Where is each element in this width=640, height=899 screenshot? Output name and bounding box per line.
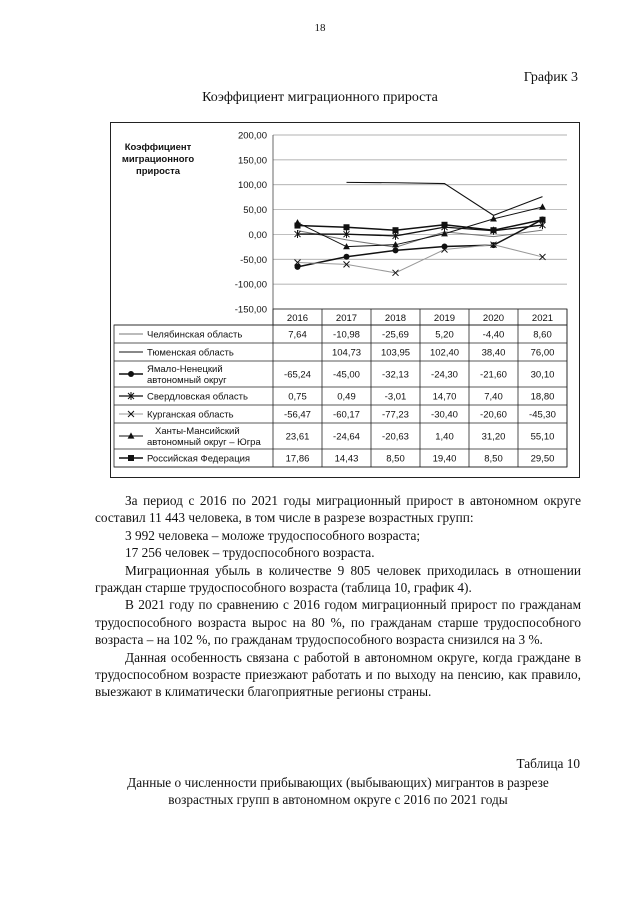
- series-3-value-label: 14,70: [432, 391, 457, 403]
- line-chart: [111, 123, 579, 477]
- series-4-value-label: -77,23: [382, 409, 409, 421]
- series-2-value-label: -24,30: [431, 369, 458, 381]
- series-1-value-label: 104,73: [331, 347, 362, 359]
- series-5-value-label: -20,63: [382, 431, 409, 443]
- series-4-value-label: -56,47: [284, 409, 311, 421]
- y-tick-label: -150,00: [234, 304, 267, 316]
- series-5-value-label: -24,64: [333, 431, 360, 443]
- series-5-value-label: 23,61: [285, 431, 310, 443]
- series-4-value-label: -60,17: [333, 409, 360, 421]
- series-0-value-label: -10,98: [333, 329, 360, 341]
- series-6-value-label: 29,50: [530, 453, 555, 465]
- paragraph-5: В 2021 году по сравнению с 2016 годом миграционный прирост по гражданам трудоспособного возраста вырос на 80 %, по гражданам старше трудоспособного возраста – на 102 %, по гражданам трудоспособного возраста снизился на 3 %.: [95, 597, 581, 648]
- y-tick-label: 50,00: [243, 205, 267, 217]
- series-6-value-label: 17,86: [285, 453, 310, 465]
- series-6-value-label: 8,50: [386, 453, 405, 465]
- series-6-value-label: 14,43: [334, 453, 359, 465]
- paragraph-4: Миграционная убыль в количестве 9 805 человек приходилась в отношении граждан старше трудоспособного возраста (таблица 10, график 4).: [95, 562, 581, 596]
- series-2-point: [393, 247, 399, 253]
- paragraph-3: 17 256 человек – трудоспособного возраста.: [125, 545, 375, 561]
- series-4-value-label: -30,40: [431, 409, 458, 421]
- paragraph-6: Данная особенность связана с работой в автономном округе, когда граждане в трудоспособном возрасте приезжают работать и по выходу на пенсию, как правило, выезжают в климатически благоприятные регионы страны.: [95, 649, 581, 700]
- y-tick-label: 150,00: [237, 155, 267, 167]
- series-4-legend-label: Курганская область: [147, 409, 234, 421]
- paragraph-1: За период с 2016 по 2021 годы миграционный прирост в автономном округе составил 11 443 человека, в том числе в разрезе возрастных групп:: [95, 493, 581, 526]
- series-6-legend-marker: [128, 455, 134, 461]
- series-1-value-label: 102,40: [429, 347, 460, 359]
- x-tick-label: 2017: [335, 313, 358, 324]
- y-tick-label: 100,00: [237, 180, 267, 192]
- chart-title: Коэффициент миграционного прироста: [202, 90, 438, 105]
- series-5-point: [539, 203, 546, 209]
- series-1-legend-label: Тюменская область: [147, 347, 234, 359]
- series-5-value-label: 55,10: [530, 431, 555, 443]
- series-6-legend-label: Российская Федерация: [147, 453, 251, 465]
- series-1-value-label: 76,00: [530, 347, 555, 359]
- series-1-value-label: 38,40: [481, 347, 506, 359]
- series-1-line: [347, 182, 543, 215]
- series-2-legend-marker: [128, 371, 134, 377]
- series-0-value-label: 8,60: [533, 329, 552, 341]
- series-3-legend-label: Свердловская область: [147, 391, 248, 403]
- series-6-point: [344, 224, 350, 230]
- y-axis-title: прироста: [135, 166, 181, 177]
- series-2-legend-label: Ямало-Ненецкий: [147, 364, 223, 375]
- series-6-point: [491, 227, 497, 233]
- series-2-value-label: -45,00: [333, 369, 360, 381]
- series-2-point: [344, 254, 350, 260]
- series-2-value-label: -65,24: [284, 369, 311, 381]
- series-2-point: [442, 244, 448, 250]
- graph-label: График 3: [523, 70, 578, 85]
- series-2-value-label: -32,13: [382, 369, 409, 381]
- series-0-value-label: -4,40: [482, 329, 505, 341]
- series-6-point: [540, 217, 546, 223]
- y-axis-title: Коэффициент: [124, 142, 192, 153]
- series-6-value-label: 8,50: [484, 453, 503, 465]
- series-3-value-label: 18,80: [530, 391, 555, 403]
- series-4-value-label: -20,60: [480, 409, 507, 421]
- series-3-value-label: 0,49: [337, 391, 356, 403]
- x-tick-label: 2018: [384, 313, 407, 324]
- x-tick-label: 2020: [482, 313, 505, 324]
- x-tick-label: 2019: [433, 313, 456, 324]
- series-2-value-label: 30,10: [530, 369, 555, 381]
- series-5-value-label: 1,40: [435, 431, 454, 443]
- series-2-value-label: -21,60: [480, 369, 507, 381]
- y-tick-label: 200,00: [237, 130, 267, 142]
- series-3-value-label: 7,40: [484, 391, 503, 403]
- series-6-value-label: 19,40: [432, 453, 457, 465]
- y-tick-label: 0,00: [248, 229, 267, 241]
- series-5-value-label: 31,20: [481, 431, 506, 443]
- y-tick-label: -100,00: [234, 279, 267, 291]
- y-tick-label: -50,00: [240, 254, 267, 266]
- y-axis-title: миграционного: [121, 154, 195, 165]
- series-3-value-label: -3,01: [384, 391, 407, 403]
- series-5-legend-label: Ханты-Мансийский: [155, 426, 240, 437]
- series-6-line: [298, 220, 543, 230]
- series-3-value-label: 0,75: [288, 391, 307, 403]
- x-tick-label: 2016: [286, 313, 309, 324]
- series-0-value-label: 5,20: [435, 329, 454, 341]
- table-reference: Таблица 10: [516, 756, 580, 771]
- series-6-point: [295, 223, 301, 229]
- series-6-point: [442, 222, 448, 228]
- x-tick-label: 2021: [531, 313, 554, 324]
- series-0-value-label: 7,64: [288, 329, 307, 341]
- series-6-point: [393, 227, 399, 233]
- series-0-value-label: -25,69: [382, 329, 409, 341]
- series-0-legend-label: Челябинская область: [147, 329, 243, 341]
- series-4-value-label: -45,30: [529, 409, 556, 421]
- table-title: Данные о численности прибывающих (выбывающих) мигрантов в разрезе возрастных групп в автономном округе с 2016 по 2021 годы: [127, 775, 549, 808]
- page-number: 18: [314, 22, 326, 34]
- chart-container: [110, 122, 580, 478]
- body-text: [95, 492, 581, 701]
- series-2-legend-label: автономный округ: [147, 375, 227, 386]
- series-1-value-label: 103,95: [380, 347, 411, 359]
- series-5-legend-label: автономный округ – Югра: [147, 437, 261, 448]
- paragraph-2: 3 992 человека – моложе трудоспособного возраста;: [125, 527, 421, 543]
